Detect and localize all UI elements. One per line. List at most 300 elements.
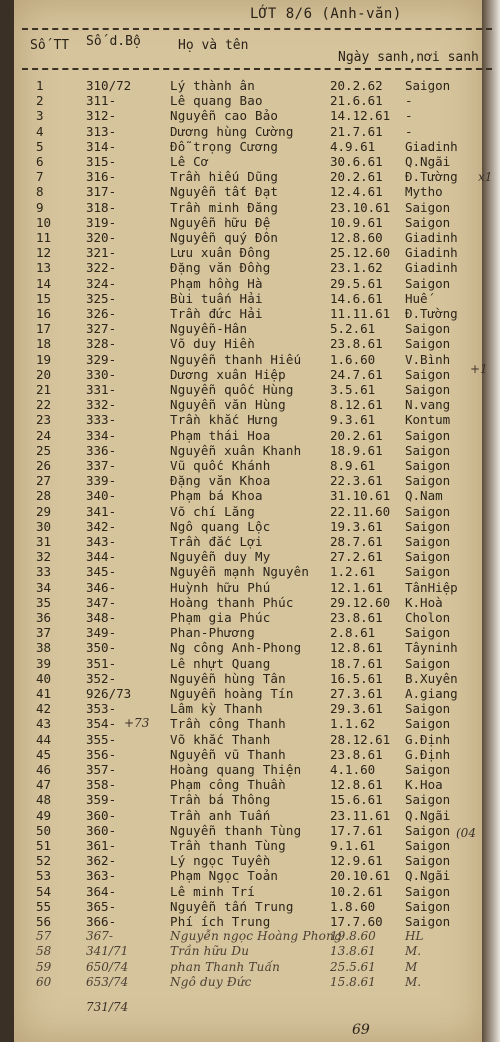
row-sdb: 337-	[86, 458, 117, 473]
row-place: -	[405, 123, 413, 139]
table-row	[0, 155, 500, 168]
table-row	[0, 459, 500, 472]
row-place: N.vang	[405, 397, 451, 413]
row-sdb: 350-	[86, 640, 117, 656]
row-name: Phạm Ngọc Toản	[170, 868, 279, 884]
row-sdb: 341-	[86, 503, 117, 519]
row-number: 19	[36, 351, 52, 367]
row-sdb: 320-	[86, 230, 117, 245]
row-number: 53	[36, 868, 52, 884]
row-number: 3	[36, 108, 44, 124]
row-number: 60	[36, 974, 52, 989]
row-name: Nguyễn tất Đạt	[170, 184, 279, 200]
row-date: 2.8.61	[330, 625, 376, 641]
row-sdb: 316-	[86, 169, 117, 185]
row-name: Võ chí Lăng	[170, 503, 255, 519]
row-name: Lê quang Bao	[170, 93, 263, 109]
row-place: Saigon	[405, 792, 451, 808]
row-date: 1.8.60	[330, 898, 376, 914]
table-row	[0, 626, 500, 639]
margin-note: x1	[478, 170, 493, 184]
row-date: 23.10.61	[330, 199, 391, 215]
header-top-rule	[22, 28, 492, 30]
row-sdb: 650/74	[86, 959, 129, 974]
row-sdb: 365-	[86, 898, 117, 914]
margin-note: +73	[124, 716, 150, 730]
row-date: 12.4.61	[330, 184, 383, 200]
row-date: 9.3.61	[330, 412, 376, 428]
page-title: LỚT 8/6 (Anh-văn)	[250, 6, 402, 22]
margin-note: +1	[470, 362, 488, 376]
row-place: Saigon	[405, 518, 451, 534]
table-row	[0, 717, 500, 730]
row-sdb: 342-	[86, 518, 117, 534]
row-place: Saigon	[405, 822, 451, 838]
row-name: Nguyễn hữu Đệ	[170, 214, 271, 230]
row-number: 21	[36, 382, 52, 397]
row-number: 23	[36, 412, 52, 428]
row-sdb: 322-	[86, 260, 117, 276]
row-number: 57	[36, 929, 52, 944]
row-name: Dương hùng Cường	[170, 123, 294, 139]
row-sdb: 311-	[86, 93, 117, 109]
table-row	[0, 109, 500, 122]
row-place: Saigon	[405, 655, 451, 671]
row-date: 20.10.61	[330, 868, 391, 884]
row-number: 15	[36, 290, 52, 306]
row-date: 24.7.61	[330, 366, 383, 382]
row-date: 20.2.61	[330, 427, 383, 443]
row-sdb: 340-	[86, 488, 117, 504]
row-name: Trần bá Thông	[170, 792, 271, 808]
table-row	[0, 216, 500, 229]
row-place: Saigon	[405, 458, 451, 473]
row-number: 28	[36, 488, 52, 504]
row-date: 28.7.61	[330, 534, 383, 549]
row-place: Saigon	[405, 382, 451, 397]
table-row	[0, 125, 500, 138]
row-place: G.Định	[405, 731, 451, 747]
row-number: 8	[36, 184, 44, 200]
row-number: 39	[36, 655, 52, 671]
row-date: 29.12.60	[330, 594, 391, 610]
row-date: 17.7.60	[330, 914, 383, 929]
table-row	[0, 565, 500, 578]
row-sdb: 312-	[86, 108, 117, 124]
row-number: 25	[36, 442, 52, 458]
row-sdb: 353-	[86, 701, 117, 717]
row-name: Ngô quang Lộc	[170, 518, 271, 534]
row-number: 59	[36, 959, 52, 974]
row-sdb: 653/74	[86, 974, 129, 989]
row-date: 14.12.61	[330, 108, 391, 124]
row-sdb: 329-	[86, 351, 117, 367]
table-row	[0, 383, 500, 396]
row-sdb: 348-	[86, 610, 117, 625]
row-sdb: 313-	[86, 123, 117, 139]
row-sdb: 349-	[86, 625, 117, 641]
row-sdb: 359-	[86, 792, 117, 808]
row-place: Saigon	[405, 199, 451, 215]
row-name: Nguyễn quý Đôn	[170, 230, 279, 245]
row-number: 37	[36, 625, 52, 641]
row-place: Q.Ngãi	[405, 154, 451, 169]
row-number: 14	[36, 275, 52, 291]
row-place: Saigon	[405, 321, 451, 337]
table-row	[0, 611, 500, 624]
row-sdb: 331-	[86, 382, 117, 397]
row-place: Saigon	[405, 275, 451, 291]
row-name: Dương xuân Hiệp	[170, 366, 286, 382]
row-place: Saigon	[405, 883, 451, 899]
row-place: Saigon	[405, 898, 451, 914]
row-sdb: 336-	[86, 442, 117, 458]
row-place: M.	[405, 944, 422, 959]
table-row	[0, 778, 500, 791]
table-row	[0, 231, 500, 244]
row-sdb: 361-	[86, 838, 117, 853]
row-number: 52	[36, 853, 52, 869]
row-name: Nguyễn thanh Tùng	[170, 822, 302, 838]
row-number: 2	[36, 93, 44, 109]
table-row	[0, 672, 500, 685]
row-name: Nguyễn mạnh Nguyên	[170, 564, 310, 580]
row-name: Hoàng thanh Phúc	[170, 594, 294, 610]
row-date: 21.6.61	[330, 93, 383, 109]
table-row	[0, 353, 500, 366]
row-sdb: 351-	[86, 655, 117, 671]
header-stt: Số TT	[30, 38, 70, 53]
row-date: 25.5.61	[330, 959, 376, 974]
row-name: Trần anh Tuấn	[170, 807, 271, 823]
table-row	[0, 900, 500, 913]
row-name: Trần thanh Tùng	[170, 838, 286, 853]
row-name: Lê nhựt Quang	[170, 655, 271, 671]
row-sdb: 364-	[86, 883, 117, 899]
row-date: 12.8.61	[330, 777, 383, 793]
row-date: 27.3.61	[330, 686, 383, 701]
row-place: Saigon	[405, 716, 451, 732]
row-place: V.Bình	[405, 351, 451, 367]
row-number: 54	[36, 883, 52, 899]
row-sdb: 321-	[86, 245, 117, 261]
row-place: Giadinh	[405, 230, 458, 245]
row-place: Saigon	[405, 336, 451, 352]
row-place: Saigon	[405, 534, 451, 549]
row-place: G.Định	[405, 746, 451, 762]
page-number: 69	[352, 1022, 370, 1038]
row-number: 33	[36, 564, 52, 580]
table-row	[0, 261, 500, 274]
table-row	[0, 474, 500, 487]
row-date: 3.5.61	[330, 382, 376, 397]
row-name: Nguyễn hoàng Tín	[170, 686, 294, 701]
row-place: Saigon	[405, 78, 451, 93]
row-date: 12.8.60	[330, 230, 383, 245]
row-date: 23.1.62	[330, 260, 383, 276]
row-sdb: 363-	[86, 868, 117, 884]
row-sdb: 926/73	[86, 686, 132, 701]
row-number: 56	[36, 914, 52, 929]
row-place: -	[405, 108, 413, 124]
row-sdb: 367-	[86, 929, 113, 944]
table-row	[0, 869, 500, 882]
table-row	[0, 748, 500, 761]
table-row	[0, 489, 500, 502]
table-row	[0, 185, 500, 198]
table-row	[0, 368, 500, 381]
table-row	[0, 885, 500, 898]
row-place: Giadinh	[405, 245, 458, 261]
row-place: HL	[405, 929, 424, 944]
row-sdb: 360-	[86, 822, 117, 838]
row-place: Q.Ngãi	[405, 807, 451, 823]
table-row	[0, 854, 500, 867]
row-sdb: 318-	[86, 199, 117, 215]
row-name: Hoàng quang Thiện	[170, 762, 302, 777]
row-date: 14.6.61	[330, 290, 383, 306]
row-name: Lưu xuân Đông	[170, 245, 271, 261]
table-row	[0, 945, 500, 958]
table-row	[0, 398, 500, 411]
row-name: Vũ quốc Khánh	[170, 458, 271, 473]
row-name: Võ duy Hiền	[170, 336, 255, 352]
header-name: Họ và tên	[178, 38, 249, 53]
table-row	[0, 930, 500, 943]
table-row	[0, 246, 500, 259]
row-date: 27.2.61	[330, 549, 383, 565]
row-date: 12.1.61	[330, 579, 383, 595]
row-name: Huỳnh hữu Phú	[170, 579, 271, 595]
row-number: 5	[36, 138, 44, 154]
row-place: Tâyninh	[405, 640, 458, 656]
row-sdb: 315-	[86, 154, 117, 169]
table-row	[0, 596, 500, 609]
table-row	[0, 337, 500, 350]
row-name: Trần khắc Hưng	[170, 412, 279, 428]
row-date: 1.2.61	[330, 564, 376, 580]
table-row	[0, 793, 500, 806]
row-number: 9	[36, 199, 44, 215]
row-name: Nguyễn-Hân	[170, 321, 248, 337]
row-date: 4.9.61	[330, 138, 376, 154]
row-name: Đặng văn Khoa	[170, 473, 271, 489]
row-date: 19.3.61	[330, 518, 383, 534]
row-sdb: 356-	[86, 746, 117, 762]
table-row	[0, 94, 500, 107]
table-row	[0, 839, 500, 852]
row-name: Nguyễn duy My	[170, 549, 271, 565]
row-date: 22.11.60	[330, 503, 391, 519]
table-row	[0, 170, 500, 183]
row-number: 20	[36, 366, 52, 382]
row-name: Võ khắc Thanh	[170, 731, 271, 747]
table-row	[0, 809, 500, 822]
row-name: Lê minh Trí	[170, 883, 255, 899]
row-place: M.	[405, 974, 422, 989]
row-number: 13	[36, 260, 52, 276]
row-name: Ng công Anh-Phong	[170, 640, 302, 656]
row-date: 17.7.61	[330, 822, 383, 838]
row-date: 15.8.61	[330, 974, 376, 989]
row-date: 12.9.61	[330, 853, 383, 869]
row-name: Phan-Phương	[170, 625, 255, 641]
row-date: 22.3.61	[330, 473, 383, 489]
row-number: 47	[36, 777, 52, 793]
row-place: K.Hoa	[405, 777, 443, 793]
row-number: 49	[36, 807, 52, 823]
row-sdb: 344-	[86, 549, 117, 565]
row-date: 9.1.61	[330, 838, 376, 853]
table-row	[0, 322, 500, 335]
row-name: Nguyễn cao Bảo	[170, 108, 279, 124]
row-number: 46	[36, 762, 52, 777]
row-place: M	[405, 959, 418, 974]
row-sdb: 352-	[86, 670, 117, 686]
row-sdb: 366-	[86, 914, 117, 929]
row-date: 5.2.61	[330, 321, 376, 337]
row-name: Nguyễn ngọc Hoàng Phong	[170, 929, 342, 944]
row-number: 27	[36, 473, 52, 489]
row-name: Đặng văn Đồng	[170, 260, 271, 276]
row-place: TânHiệp	[405, 579, 458, 595]
row-number: 38	[36, 640, 52, 656]
row-name: Trần công Thanh	[170, 716, 286, 732]
table-row	[0, 961, 500, 974]
table-row	[0, 140, 500, 153]
row-number: 32	[36, 549, 52, 565]
row-date: 8.12.61	[330, 397, 383, 413]
row-name: Ngô duy Đức	[170, 974, 252, 989]
row-number: 1	[36, 78, 44, 93]
handwritten-sdb: 731/74	[86, 1000, 129, 1014]
row-place: Saigon	[405, 427, 451, 443]
table-row	[0, 429, 500, 442]
row-number: 34	[36, 579, 52, 595]
row-date: 1.1.62	[330, 716, 376, 732]
row-name: Trần hữu Du	[170, 944, 250, 959]
row-date: 29.3.61	[330, 701, 383, 717]
table-row	[0, 413, 500, 426]
row-sdb: 343-	[86, 534, 117, 549]
header-sdb: Số d.Bộ	[86, 34, 141, 49]
row-place: Saigon	[405, 442, 451, 458]
row-number: 10	[36, 214, 52, 230]
row-sdb: 333-	[86, 412, 117, 428]
table-row	[0, 277, 500, 290]
row-place: -	[405, 93, 413, 109]
row-name: Lâm kỳ Thanh	[170, 701, 263, 717]
margin-note: (04	[456, 826, 476, 840]
row-number: 40	[36, 670, 52, 686]
row-date: 29.5.61	[330, 275, 383, 291]
table-row	[0, 733, 500, 746]
row-number: 44	[36, 731, 52, 747]
row-place: B.Xuyên	[405, 670, 458, 686]
row-number: 4	[36, 123, 44, 139]
row-date: 10.2.61	[330, 883, 383, 899]
row-place: Kontum	[405, 412, 451, 428]
row-name: Nguyễn hùng Tân	[170, 670, 286, 686]
row-name: Đỗ trọng Cương	[170, 138, 279, 154]
table-row	[0, 915, 500, 928]
row-place: Đ.Tường	[405, 169, 458, 185]
row-name: Nguyễn xuân Khanh	[170, 442, 302, 458]
row-place: Mytho	[405, 184, 443, 200]
row-number: 22	[36, 397, 52, 413]
row-name: Trần hiếu Dũng	[170, 169, 279, 185]
table-row	[0, 976, 500, 989]
row-date: 31.10.61	[330, 488, 391, 504]
row-sdb: 332-	[86, 397, 117, 413]
row-place: Saigon	[405, 564, 451, 580]
row-date: 19.8.60	[330, 929, 376, 944]
row-number: 58	[36, 944, 52, 959]
table-row	[0, 444, 500, 457]
row-sdb: 324-	[86, 275, 117, 291]
table-row	[0, 824, 500, 837]
row-number: 50	[36, 822, 52, 838]
row-date: 15.6.61	[330, 792, 383, 808]
row-place: Giadinh	[405, 260, 458, 276]
row-place: Saigon	[405, 625, 451, 641]
row-name: Phạm bá Khoa	[170, 488, 263, 504]
row-name: Trần minh Đăng	[170, 199, 279, 215]
row-place: Saigon	[405, 503, 451, 519]
row-number: 42	[36, 701, 52, 717]
table-row	[0, 702, 500, 715]
row-place: Giadinh	[405, 138, 458, 154]
row-date: 23.8.61	[330, 336, 383, 352]
row-date: 1.6.60	[330, 351, 376, 367]
row-name: Phí ích Trung	[170, 914, 271, 929]
row-place: Q.Nam	[405, 488, 443, 504]
row-number: 6	[36, 154, 44, 169]
row-sdb: 357-	[86, 762, 117, 777]
row-number: 26	[36, 458, 52, 473]
table-row	[0, 763, 500, 776]
row-number: 24	[36, 427, 52, 443]
row-number: 18	[36, 336, 52, 352]
row-name: Bùi tuấn Hải	[170, 290, 263, 306]
row-sdb: 317-	[86, 184, 117, 200]
row-sdb: 339-	[86, 473, 117, 489]
table-row	[0, 581, 500, 594]
row-number: 51	[36, 838, 52, 853]
row-number: 55	[36, 898, 52, 914]
row-name: Phạm công Thuần	[170, 777, 286, 793]
row-date: 13.8.61	[330, 944, 376, 959]
row-name: Nguyễn văn Hùng	[170, 397, 286, 413]
row-number: 36	[36, 610, 52, 625]
row-date: 20.2.61	[330, 169, 383, 185]
row-sdb: 327-	[86, 321, 117, 337]
row-date: 30.6.61	[330, 154, 383, 169]
row-place: Saigon	[405, 366, 451, 382]
row-date: 11.11.61	[330, 306, 391, 321]
table-row	[0, 550, 500, 563]
row-place: Saigon	[405, 701, 451, 717]
row-number: 17	[36, 321, 52, 337]
row-sdb: 330-	[86, 366, 117, 382]
row-name: Phạm gia Phúc	[170, 610, 271, 625]
table-row	[0, 292, 500, 305]
row-sdb: 347-	[86, 594, 117, 610]
row-place: K.Hoà	[405, 594, 443, 610]
row-name: Nguyễn vũ Thanh	[170, 746, 286, 762]
row-date: 18.9.61	[330, 442, 383, 458]
row-sdb: 319-	[86, 214, 117, 230]
